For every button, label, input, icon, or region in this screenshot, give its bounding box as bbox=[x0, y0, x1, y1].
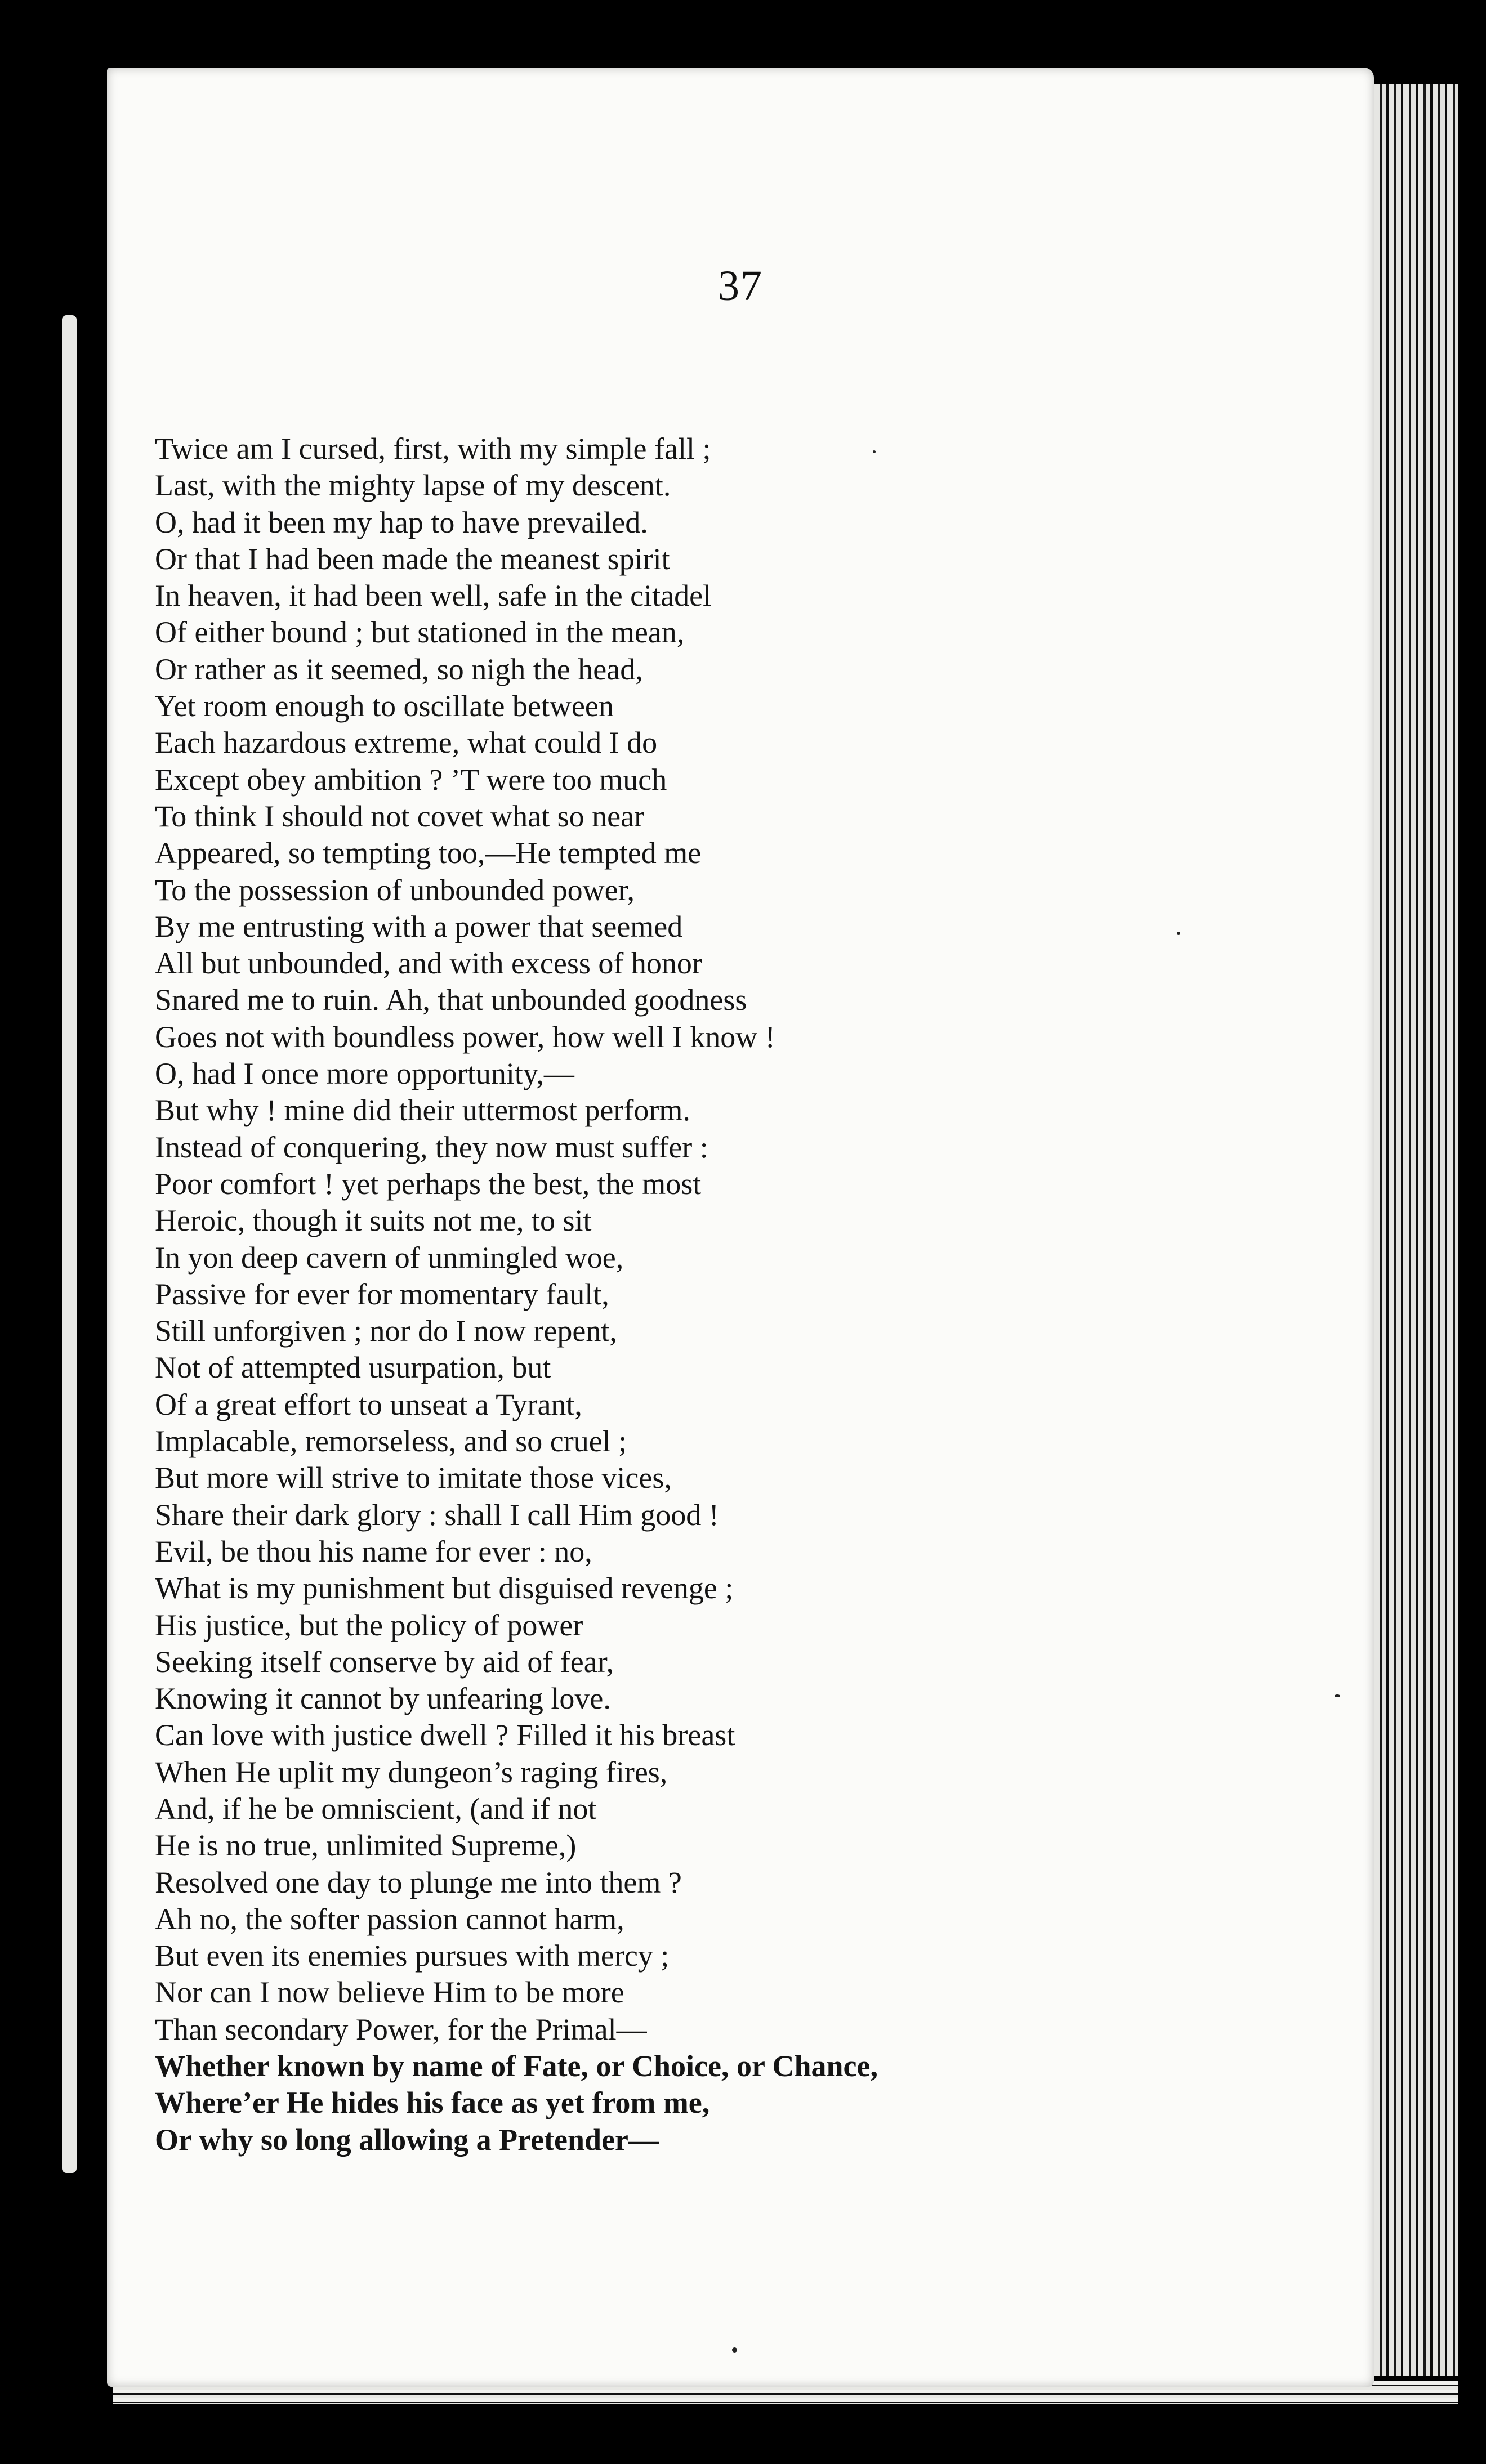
poem-line: To think I should not covet what so near bbox=[155, 799, 645, 833]
poem-line: Each hazardous extreme, what could I do bbox=[155, 726, 658, 760]
poem-line: Can love with justice dwell ? Filled it his breast bbox=[155, 1718, 735, 1752]
poem-line: Evil, be thou his name for ever : no, bbox=[155, 1534, 592, 1568]
poem-line: Whether known by name of Fate, or Choice, or Chance, bbox=[155, 2049, 878, 2083]
poem-line: Knowing it cannot by unfearing love. bbox=[155, 1682, 611, 1716]
poem-line: Instead of conquering, they now must suffer : bbox=[155, 1130, 708, 1164]
poem-line: His justice, but the policy of power bbox=[155, 1608, 583, 1642]
poem-line: Implacable, remorseless, and so cruel ; bbox=[155, 1424, 627, 1459]
poem-line: Heroic, though it suits not me, to sit bbox=[155, 1204, 592, 1238]
poem-line: Yet room enough to oscillate between bbox=[155, 689, 614, 723]
poem-line: But even its enemies pursues with mercy ; bbox=[155, 1939, 670, 1973]
poem-line: Or why so long allowing a Pretender— bbox=[155, 2122, 659, 2157]
poem-line: Goes not with boundless power, how well I know ! bbox=[155, 1019, 775, 1054]
poem-line: What is my punishment but disguised revenge ; bbox=[155, 1571, 734, 1606]
page-number: 37 bbox=[718, 262, 763, 310]
poem-line: And, if he be omniscient, (and if not bbox=[155, 1791, 597, 1826]
page-stack-right-edge bbox=[1374, 84, 1458, 2376]
poem-line: Than secondary Power, for the Primal— bbox=[155, 2012, 647, 2046]
poem-line: Ah no, the softer passion cannot harm, bbox=[155, 1902, 624, 1936]
poem-line: Or that I had been made the meanest spirit bbox=[155, 542, 670, 576]
poem-line: Of either bound ; but stationed in the mean, bbox=[155, 615, 685, 650]
ink-speck bbox=[873, 450, 876, 453]
poem-line: Except obey ambition ? ’T were too much bbox=[155, 762, 667, 797]
poem-line: Snared me to ruin. Ah, that unbounded goodness bbox=[155, 983, 747, 1017]
poem-line: All but unbounded, and with excess of honor bbox=[155, 946, 702, 981]
poem-line: But more will strive to imitate those vices, bbox=[155, 1461, 672, 1495]
poem-line: Nor can I now believe Him to be more bbox=[155, 1975, 624, 2010]
poem-line: Of a great effort to unseat a Tyrant, bbox=[155, 1387, 582, 1421]
ink-speck bbox=[1177, 932, 1180, 935]
poem-line: Last, with the mighty lapse of my descent. bbox=[155, 468, 671, 503]
poem-line: When He uplit my dungeon’s raging fires, bbox=[155, 1755, 668, 1789]
poem-line: Passive for ever for momentary fault, bbox=[155, 1277, 609, 1311]
poem-line: Seeking itself conserve by aid of fear, bbox=[155, 1644, 614, 1679]
poem-line: Appeared, so tempting too,—He tempted me bbox=[155, 836, 702, 870]
poem-line: O, had it been my hap to have prevailed. bbox=[155, 505, 648, 539]
poem-line: Still unforgiven ; nor do I now repent, bbox=[155, 1314, 617, 1348]
poem-line: He is no true, unlimited Supreme,) bbox=[155, 1828, 577, 1863]
poem-line: O, had I once more opportunity,— bbox=[155, 1057, 574, 1091]
ink-speck bbox=[1335, 1694, 1340, 1697]
poem-line: In yon deep cavern of unmingled woe, bbox=[155, 1240, 624, 1275]
poem-line: Share their dark glory : shall I call Him good ! bbox=[155, 1497, 719, 1532]
poem-line: Where’er He hides his face as yet from me, bbox=[155, 2086, 710, 2120]
poem-verse bbox=[155, 431, 878, 2158]
poem-line: To the possession of unbounded power, bbox=[155, 873, 635, 907]
book-page bbox=[107, 68, 1374, 2387]
poem-line: Twice am I cursed, first, with my simple fall ; bbox=[155, 432, 711, 466]
poem-line: By me entrusting with a power that seemed bbox=[155, 909, 683, 943]
poem-line: Or rather as it seemed, so nigh the head, bbox=[155, 652, 643, 686]
poem-line: Poor comfort ! yet perhaps the best, the most bbox=[155, 1166, 702, 1201]
ink-speck bbox=[732, 2347, 737, 2353]
poem-line: But why ! mine did their uttermost perform. bbox=[155, 1093, 690, 1128]
page-left-edge bbox=[62, 315, 77, 2173]
poem-line: In heaven, it had been well, safe in the citadel bbox=[155, 579, 712, 613]
poem-line: Not of attempted usurpation, but bbox=[155, 1350, 551, 1385]
poem-line: Resolved one day to plunge me into them ? bbox=[155, 1865, 682, 1899]
